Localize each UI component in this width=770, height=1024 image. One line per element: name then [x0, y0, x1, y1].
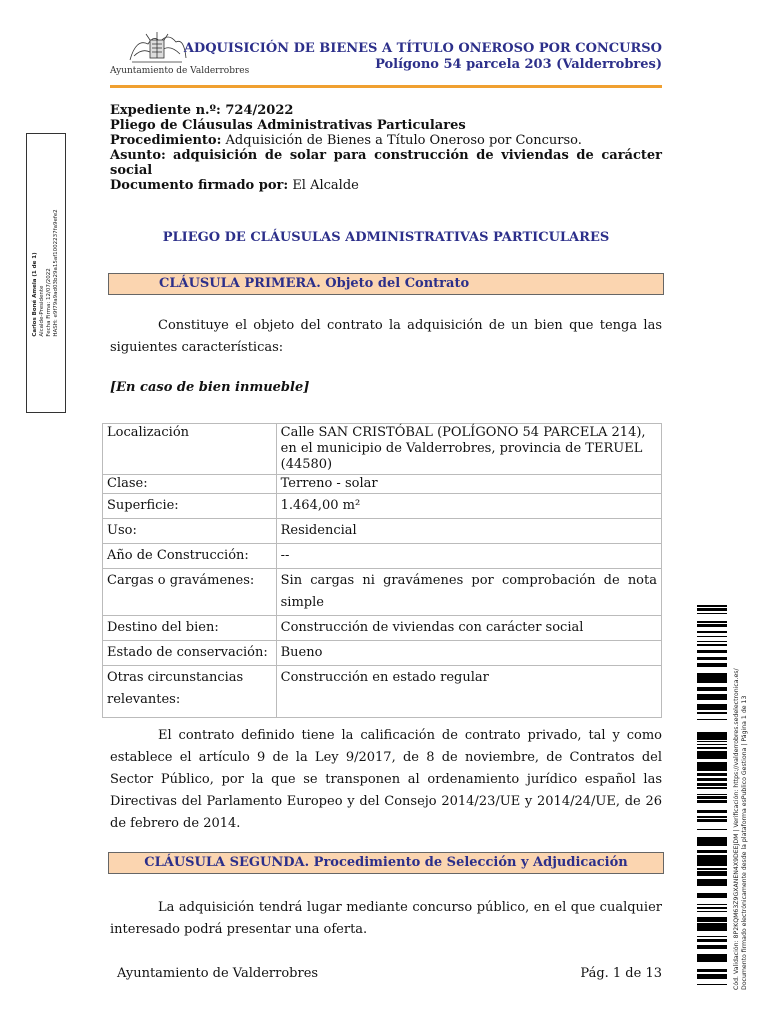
pliego-label: Pliego de Cláusulas Administrativas Particulares: [110, 118, 466, 133]
expediente-number: Expediente n.º: 724/2022: [110, 103, 294, 118]
validation-barcode: [697, 605, 727, 988]
table-row: [103, 641, 662, 666]
signer-name: Carlos Boné Amela (1 de 1): [32, 252, 38, 337]
row-key: Otras circunstancias relevantes:: [103, 666, 277, 718]
table-row: [103, 424, 662, 475]
document-header-title: ADQUISICIÓN DE BIENES A TÍTULO ONEROSO POR CONCURSO: [183, 41, 662, 56]
signature-date: Fecha Firma: 12/07/2022: [46, 268, 52, 337]
verification-text: [733, 590, 749, 990]
page-number: Pág. 1 de 13: [580, 966, 662, 981]
firmado-key: Documento firmado por:: [110, 178, 289, 193]
table-row: [103, 494, 662, 519]
row-value: Bueno: [276, 641, 661, 666]
row-value: 1.464,00 m²: [276, 494, 661, 519]
asunto-value-cont: social: [110, 163, 153, 178]
row-key: Localización: [103, 424, 277, 475]
table-row: [103, 569, 662, 616]
signature-stamp: [26, 133, 66, 413]
footer-ayuntamiento: Ayuntamiento de Valderrobres: [117, 966, 319, 981]
pliego-main-title: PLIEGO DE CLÁUSULAS ADMINISTRATIVAS PARTICULARES: [162, 230, 610, 245]
row-key: Año de Construcción:: [103, 544, 277, 569]
property-table: [102, 423, 662, 718]
signature-hash: HASH: e9f79a9ad03b29a15af1002237fa9efe2: [53, 209, 59, 337]
row-key: Clase:: [103, 475, 277, 494]
clausula-segunda-text: La adquisición tendrá lugar mediante concurso público, en el que cualquier interesado podrá presentar una oferta.: [110, 900, 662, 937]
table-row: [103, 666, 662, 718]
asunto-key: Asunto:: [110, 148, 166, 163]
procedimiento-value: Adquisición de Bienes a Título Oneroso por Concurso.: [225, 133, 582, 148]
expediente-block: [110, 103, 662, 193]
row-value: Calle SAN CRISTÓBAL (POLÍGONO 54 PARCELA 214), en el municipio de Valderrobres, provincia de TERUEL (44580): [276, 424, 661, 475]
bien-inmueble-note: [En caso de bien inmueble]: [110, 380, 310, 395]
clausula-primera-heading: CLÁUSULA PRIMERA. Objeto del Contrato: [108, 273, 664, 295]
row-value: Residencial: [276, 519, 661, 544]
clausula-primera-intro: Constituye el objeto del contrato la adquisición de un bien que tenga las siguientes características:: [110, 318, 662, 355]
town-crest-logo: [126, 30, 188, 66]
row-key: Estado de conservación:: [103, 641, 277, 666]
verification-platform: Documento firmado electrónicamente desde la plataforma esPublico Gestiona | Página 1 de 13: [741, 695, 748, 990]
row-key: Destino del bien:: [103, 616, 277, 641]
row-key: Uso:: [103, 519, 277, 544]
document-header-subtitle: Polígono 54 parcela 203 (Valderrobres): [375, 57, 662, 72]
row-value: Sin cargas ni gravámenes por comprobación de nota simple: [276, 569, 661, 616]
row-key: Superficie:: [103, 494, 277, 519]
contract-qualification-paragraph: El contrato definido tiene la calificación de contrato privado, tal y como establece el artículo 9 de la Ley 9/2017, de 8 de noviembre, de Contratos del Sector Público, por la que se transponen al ordenamiento jurídico español las Directivas del Parlamento Europeo y del Consejo 2014/23/UE y 2014/24/UE, de 26 de febrero de 2014.: [110, 728, 662, 831]
verification-code: Cód. Validación: 8P2KQM63Z9GXANEN4X9DEEJDM | Verificación: https://valderrobres.sedelectronica.es/: [733, 668, 740, 990]
header-divider: [110, 85, 662, 88]
row-value: --: [276, 544, 661, 569]
asunto-value: adquisición de solar para construcción de viviendas de carácter: [173, 148, 663, 163]
ayuntamiento-label: Ayuntamiento de Valderrobres: [110, 66, 250, 76]
row-value: Construcción en estado regular: [276, 666, 661, 718]
procedimiento-key: Procedimiento:: [110, 133, 222, 148]
signer-role: Alcalde-Presidente: [39, 285, 45, 337]
row-value: Terreno - solar: [276, 475, 661, 494]
table-row: [103, 544, 662, 569]
table-row: [103, 616, 662, 641]
row-value: Construcción de viviendas con carácter social: [276, 616, 661, 641]
firmado-value: El Alcalde: [292, 178, 359, 193]
table-row: [103, 519, 662, 544]
clausula-segunda-heading: CLÁUSULA SEGUNDA. Procedimiento de Selección y Adjudicación: [108, 852, 664, 874]
row-key: Cargas o gravámenes:: [103, 569, 277, 616]
table-row: [103, 475, 662, 494]
